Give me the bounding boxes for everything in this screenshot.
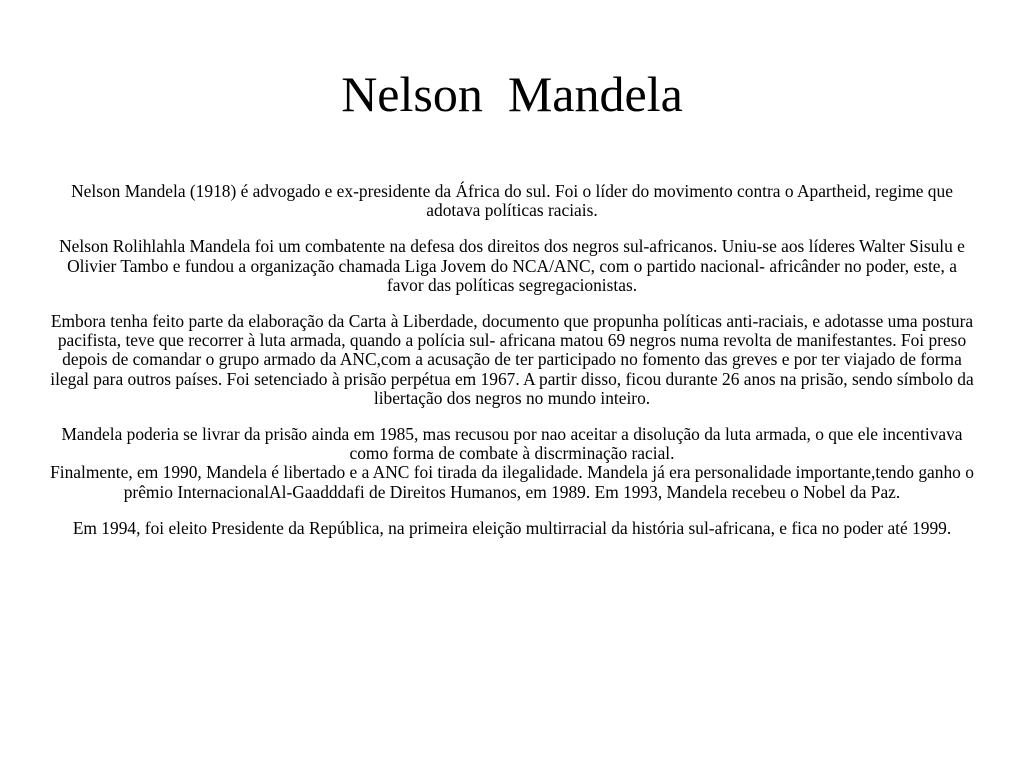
paragraph-intro: Nelson Mandela (1918) é advogado e ex-presidente da África do sul. Foi o líder do movimento contra o Apartheid, regime que adotava políticas raciais. — [71, 181, 953, 221]
slide-body — [50, 182, 974, 555]
paragraph-imprisonment: Embora tenha feito parte da elaboração da Carta à Liberdade, documento que propunha políticas anti-raciais, e adotasse uma postura pacifista, teve que recorrer à luta armada, quando a polícia sul- africana matou 69 negros numa revolta de manifestantes. Foi preso depois de comandar o grupo armado da ANC,com a acusação de ter participado no fomento das greves e por ter viajado de forma ilegal para outros países. Foi setenciado à prisão perpétua em 1967. A partir disso, ficou durante 26 anos na prisão, sendo símbolo da libertação dos negros no mundo inteiro. — [50, 311, 974, 408]
paragraph-release — [50, 425, 974, 502]
paragraph-release-part2: Finalmente, em 1990, Mandela é libertado e a ANC foi tirada da ilegalidade. Mandela já era personalidade importante,tendo ganho o prêmio InternacionalAl-Gaadddafi de Direitos Humanos, em 1989. Em 1993, Mandela recebeu o Nobel da Paz. — [50, 462, 974, 502]
paragraph-early-life: Nelson Rolihlahla Mandela foi um combatente na defesa dos direitos dos negros sul-africanos. Uniu-se aos líderes Walter Sisulu e Olivier Tambo e fundou a organização chamada Liga Jovem do NCA/ANC, com o partido nacional- africânder no poder, este, a favor das políticas segregacionistas. — [59, 236, 965, 295]
paragraph-release-part1: Mandela poderia se livrar da prisão ainda em 1985, mas recusou por nao aceitar a disolução da luta armada, o que ele incentivava como forma de combate à discrminação racial. — [61, 424, 963, 464]
paragraph-presidency: Em 1994, foi eleito Presidente da República, na primeira eleição multirracial da história sul-africana, e fica no poder até 1999. — [72, 517, 952, 538]
slide-title: Nelson Mandela — [341, 66, 683, 122]
